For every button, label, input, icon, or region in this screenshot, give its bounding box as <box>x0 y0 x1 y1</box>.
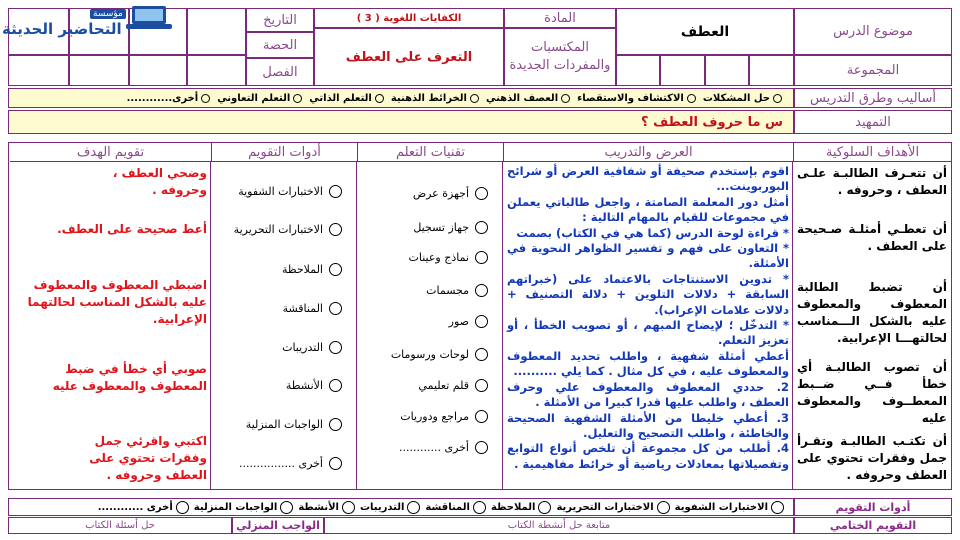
radio-icon <box>475 441 488 454</box>
radio-icon <box>329 379 342 392</box>
technique-option[interactable]: قلم تعليمي <box>418 379 491 392</box>
homework-value: حل أسئلة الكتاب <box>8 517 232 534</box>
tools-column <box>215 165 353 485</box>
tool-option[interactable]: أخرى ................ <box>239 457 345 470</box>
method-option[interactable]: الاكتشاف والاستقصاء <box>577 93 699 104</box>
main-table <box>8 142 952 490</box>
evaluation-item: اضبطي المعطوف والمعطوف عليه بالشكل المناسب لحالتهما الإعرابية. <box>27 278 207 326</box>
radio-icon <box>773 94 782 103</box>
method-option[interactable]: حل المشكلات <box>703 93 785 104</box>
subject-topic-value: العطف <box>616 8 794 55</box>
presentation-q3: 3. أعطي خليطا من الأمثلة الشفهية الصحيحة والخاطئة ، واطلب التصحيح والتعليل. <box>507 410 789 440</box>
technique-option[interactable]: مجسمات <box>426 284 491 297</box>
class-cell[interactable] <box>129 55 187 86</box>
footer-tool-option[interactable]: المناقشة <box>425 501 489 514</box>
group-cell[interactable] <box>705 55 749 86</box>
radio-icon <box>293 94 302 103</box>
presentation-column <box>507 164 789 486</box>
col-presentation-header: العرض والتدريب <box>503 143 793 162</box>
radio-icon <box>538 501 551 514</box>
radio-icon <box>475 410 488 423</box>
technique-option[interactable]: جهاز تسجيل <box>413 221 491 234</box>
presentation-b1: * قراءة لوحة الدرس (كما هي في الكتاب) بصمت <box>516 225 789 240</box>
radio-icon <box>561 94 570 103</box>
objective-item: أن تتعـرف الطالبـة علـى العطف ، وحروفه . <box>797 166 947 197</box>
presentation-b4: * التدخّل ؛ لإيضاح المبهم ، أو تصويب الخطأ ، أو تعزيز التعلم. <box>507 318 789 348</box>
radio-icon <box>329 341 342 354</box>
footer-tool-option[interactable]: الاختبارات الشفوية <box>675 501 787 514</box>
method-option[interactable]: أخرى............ <box>127 93 214 104</box>
final-eval-label: التقويم الختامي <box>794 517 952 534</box>
radio-icon <box>475 379 488 392</box>
radio-icon <box>473 501 486 514</box>
objective-item: أن تكتـب الطالبـة وتقـرأ جمل وفقرات تحتوي على العطف وحروفه . <box>797 434 947 482</box>
date-label: التاريخ <box>246 8 314 32</box>
class-cell[interactable] <box>69 55 129 86</box>
objectives-column <box>797 165 947 485</box>
col-techniques-header: تقنيات التعلم <box>357 143 503 162</box>
radio-icon <box>342 501 355 514</box>
tool-option[interactable]: الاختبارات الشفوية <box>238 185 345 198</box>
period-label: الحصة <box>246 32 314 58</box>
radio-icon <box>407 501 420 514</box>
logo-main: التحاضير الحديثة <box>2 20 122 38</box>
objective-item: أن تصوب الطالبـة أي خطأ فــي ضــبط المعطــوف والمعطوف عليه <box>797 360 947 425</box>
techniques-column <box>361 165 499 485</box>
subject-topic-label: موضوع الدرس <box>794 8 952 55</box>
methods-row <box>8 88 794 108</box>
intro-label: التمهيد <box>794 110 952 134</box>
radio-icon <box>329 457 342 470</box>
footer-tool-option[interactable]: الأنشطة <box>298 501 358 514</box>
class-cell[interactable] <box>8 55 69 86</box>
technique-option[interactable]: صور <box>449 315 491 328</box>
technique-option[interactable]: لوحات ورسومات <box>391 348 491 361</box>
class-cell[interactable] <box>187 55 246 86</box>
radio-icon <box>470 94 479 103</box>
method-option[interactable]: التعلم الذاتي <box>309 93 387 104</box>
group-cell[interactable] <box>660 55 705 86</box>
radio-icon <box>329 418 342 431</box>
radio-icon <box>329 302 342 315</box>
col-tools-header: أدوات التقويم <box>211 143 357 162</box>
col-evaluation-header: تقويم الهدف <box>10 143 211 162</box>
radio-icon <box>280 501 293 514</box>
radio-icon <box>201 94 210 103</box>
final-eval-value: متابعة حل أنشطة الكتاب <box>324 517 794 534</box>
footer-tool-option[interactable]: أخرى ............ <box>98 501 192 514</box>
intro-text: س ما حروف العطف ؟ <box>8 110 794 134</box>
footer-tool-option[interactable]: التدريبات <box>360 501 423 514</box>
subject-label: المادة <box>504 8 616 28</box>
tool-option[interactable]: التدريبات <box>282 341 345 354</box>
group-label: المجموعة <box>794 55 952 86</box>
competency: الكفايات اللغوية ( 3 ) <box>314 8 504 28</box>
evaluation-item: صوبي أي خطأ في ضبط المعطوف والمعطوف عليه <box>52 362 207 393</box>
presentation-b2: * التعاون على فهم و تفسير الظواهر النحوية في الأمثلة. <box>507 241 789 271</box>
presentation-q4: 4. أطلب من كل مجموعة أن تلخص أنواع التوابع وتفصيلاتها بمعادلات رياضية أو خرائط مفاهيمية . <box>507 441 789 471</box>
logo <box>2 2 182 40</box>
logo-top: مؤسسة <box>90 9 126 19</box>
presentation-p3: أعطي أمثلة شفهية ، واطلب تحديد المعطوف والمعطوف عليه ، في كل مثال . كما يلي .......... <box>507 348 789 379</box>
radio-icon <box>475 251 488 264</box>
footer-tool-option[interactable]: الاختبارات التحريرية <box>556 501 672 514</box>
tool-option[interactable]: الملاحظة <box>282 263 345 276</box>
footer-tool-option[interactable]: الواجبات المنزلية <box>194 501 297 514</box>
evaluation-item: اكتبي واقرئي جمل وفقرات تحتوي على العطف وحروفه . <box>89 434 207 482</box>
radio-icon <box>771 501 784 514</box>
technique-option[interactable]: مراجع ودوريات <box>400 410 491 423</box>
presentation-q2: 2. حددي المعطوف والمعطوف علي وحرف العطف ، واطلب عليها قدرا كبيرا من الأمثلة . <box>507 379 789 410</box>
objective-item: أن تعطـي أمثلـة صـحيحة على العطف . <box>797 222 947 253</box>
presentation-p2: أمثل دور المعلمة الصامتة ، واجعل طالباتي يعملن في مجموعات للقيام بالمهام التالية : <box>507 194 789 225</box>
method-option[interactable]: التعلم التعاوني <box>217 93 305 104</box>
objective-item: أن تضبط الطالبة المعطوف والمعطوف عليه بالشكل الـــمناسب لحالتهـــا الإعرابية. <box>797 280 947 345</box>
radio-icon <box>375 94 384 103</box>
footer-tools-label: أدوات التقويم <box>794 498 952 516</box>
tool-option[interactable]: المناقشة <box>283 302 345 315</box>
radio-icon <box>475 348 488 361</box>
acquired-label: المكتسبات والمفردات الجديدة <box>504 28 616 86</box>
col-objectives-header: الأهداف السلوكية <box>793 143 951 162</box>
tool-option[interactable]: الواجبات المنزلية <box>246 418 345 431</box>
radio-icon <box>687 94 696 103</box>
group-cell[interactable] <box>616 55 660 86</box>
radio-icon <box>657 501 670 514</box>
homework-label: الواجب المنزلي <box>232 517 324 534</box>
technique-option[interactable]: أخرى ............ <box>399 441 491 454</box>
footer-tools-row <box>8 498 794 516</box>
class-label: الفصل <box>246 58 314 86</box>
methods-label: أساليب وطرق التدريس <box>794 88 952 108</box>
tool-option[interactable]: الأنشطة <box>286 379 345 392</box>
method-option[interactable]: الخرائط الذهنية <box>391 93 482 104</box>
method-option[interactable]: العصف الذهني <box>486 93 573 104</box>
radio-icon <box>475 284 488 297</box>
lesson-goal: التعرف على العطف <box>314 28 504 86</box>
radio-icon <box>475 187 488 200</box>
group-cell[interactable] <box>749 55 794 86</box>
presentation-b3: * تدوين الاستنتاجات بالاعتماد على (خبراتهم السابقة + دلالات التلوين + دلالة التصنيف + دلالات علامات الإعراب). <box>507 271 789 317</box>
tool-option[interactable]: الاختبارات التحريرية <box>234 223 345 236</box>
presentation-p1: اقوم بإستخدم صحيفة أو شفافية العرض أو شرائح البوربوينت... <box>507 164 789 194</box>
radio-icon <box>329 185 342 198</box>
date-cell[interactable] <box>187 8 246 55</box>
laptop-icon <box>126 4 172 30</box>
radio-icon <box>329 263 342 276</box>
radio-icon <box>329 223 342 236</box>
footer-tool-option[interactable]: الملاحظة <box>491 501 555 514</box>
radio-icon <box>176 501 189 514</box>
evaluation-item: أعط صحيحة على العطف. <box>57 222 207 236</box>
technique-option[interactable]: أجهزة عرض <box>413 187 491 200</box>
evaluation-item: وضحي العطف ، وحروفه . <box>112 166 207 197</box>
radio-icon <box>475 315 488 328</box>
radio-icon <box>475 221 488 234</box>
evaluation-column <box>15 165 207 485</box>
technique-option[interactable]: نماذج وعينات <box>409 251 492 264</box>
